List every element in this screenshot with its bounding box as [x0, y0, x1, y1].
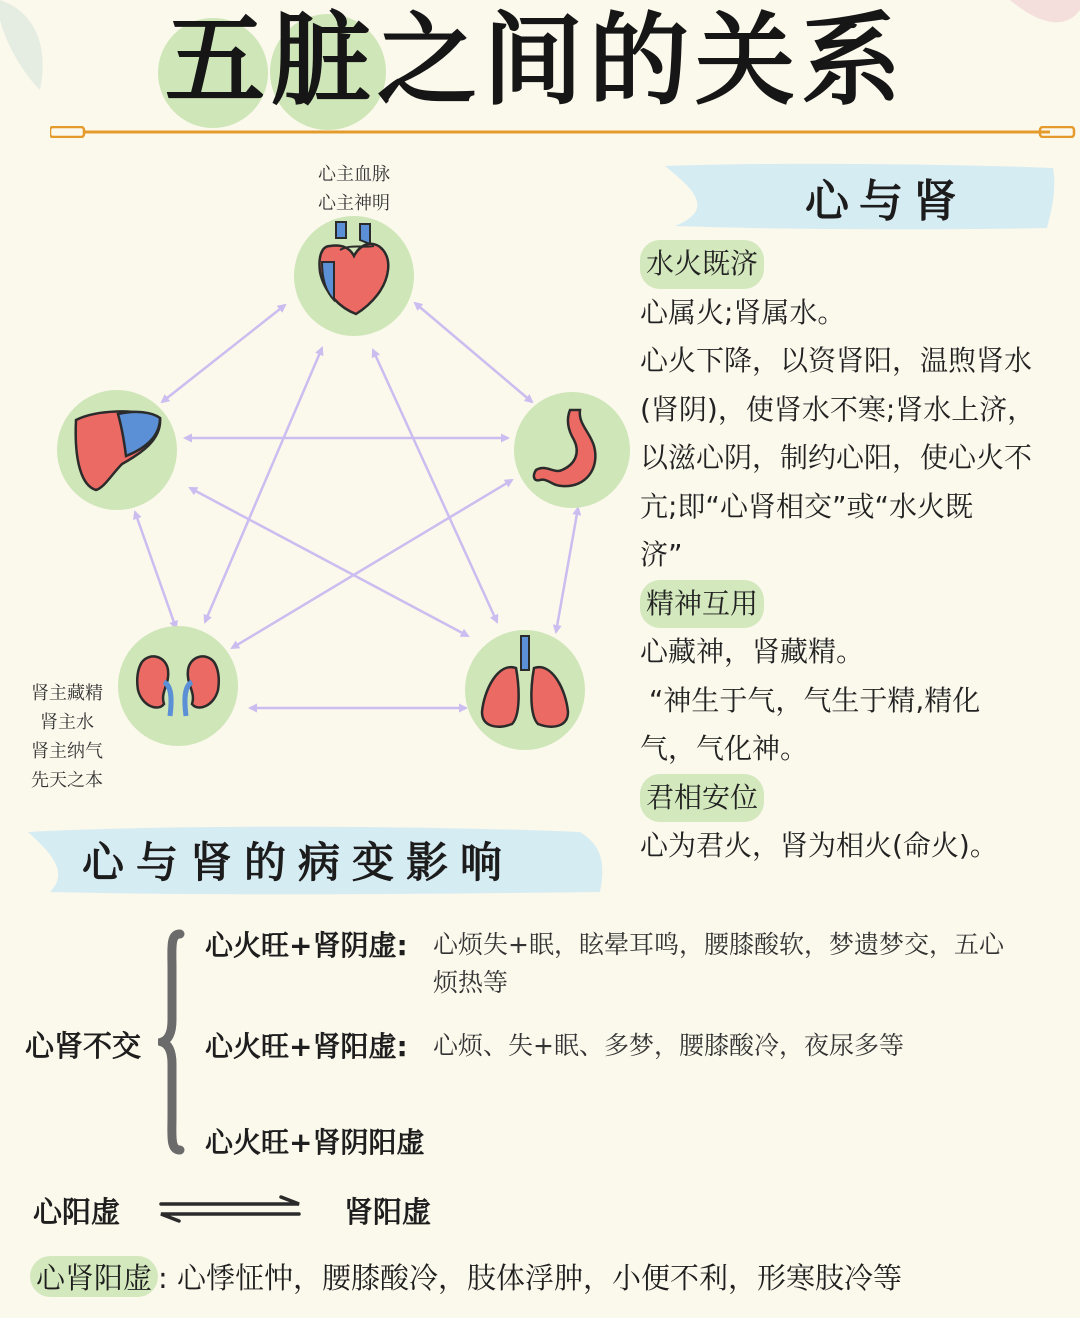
lung-node: [465, 630, 585, 750]
kidney-node: [118, 626, 238, 746]
subheading-spirit-essence: 精神互用: [640, 580, 764, 629]
arrow-heart-spleen: [415, 303, 532, 402]
curly-brace: [158, 928, 188, 1156]
branch-text: 心烦失+眠，眩晕耳鸣，腰膝酸软，梦遗梦交，五心: [433, 930, 1004, 959]
combo-line: [30, 1256, 902, 1297]
arrow-liver-kidney: [135, 512, 176, 628]
body-line: “神生于气，气生于精,精化: [640, 683, 981, 717]
section-title-heart-kidney: 心与肾: [805, 176, 967, 227]
kidney-note-line: 先天之本: [31, 770, 103, 791]
arrow-heart-lung: [373, 350, 497, 622]
branch-label: 心火旺+肾阴阳虚: [205, 1126, 425, 1159]
body-line: (肾阴)，使肾水不寒;肾水上济，: [640, 392, 1036, 426]
branch-text: 烦热等: [433, 968, 509, 997]
title-divider: [50, 126, 1080, 138]
subheading-water-fire: 水火既济: [640, 240, 764, 289]
body-line: 以滋心阴，制约心阳，使心火不: [640, 441, 1033, 474]
kidney-note: [12, 679, 122, 795]
spleen-node: [514, 392, 630, 508]
arrow-heart-kidney: [205, 348, 322, 622]
combo-text: : 心悸怔忡，腰膝酸冷，肢体浮肿，小便不利，形寒肢冷等: [158, 1261, 903, 1295]
body-line: 气，气化神。: [640, 732, 809, 765]
body-line: 心藏神，肾藏精。: [640, 635, 865, 668]
heart-note: [298, 160, 410, 218]
body-line: 济”: [640, 538, 683, 571]
body-line: 亢;即“心肾相交”或“水火既: [640, 489, 973, 523]
root-label: 心肾不交: [25, 1029, 142, 1063]
body-line: 心为君火，肾为相火(命火)。: [640, 829, 998, 862]
kidney-yang-deficiency: 肾阳虚: [344, 1195, 432, 1229]
arrow-heart-liver: [162, 305, 285, 402]
kidney-note-line: 肾主水: [40, 712, 94, 733]
liver-node: [57, 390, 177, 510]
heart-yang-deficiency: 心阳虚: [33, 1195, 121, 1229]
heart-note-line: 心主神明: [318, 193, 390, 214]
body-line: 心属火;肾属水。: [640, 295, 846, 329]
branch-text: 心烦、失+眠、多梦，腰膝酸冷，夜尿多等: [433, 1031, 904, 1060]
kidney-note-line: 肾主藏精: [31, 683, 103, 704]
reversible-arrow-icon: [155, 1195, 305, 1223]
branch-label: 心火旺+肾阴虚:: [205, 929, 408, 962]
arrow-spleen-lung: [556, 508, 578, 632]
title-banner: [0, 0, 1080, 125]
subheading-monarch-minister: 君相安位: [640, 774, 764, 823]
heart-note-line: 心主血脉: [318, 164, 390, 185]
page-title: 五脏之间的关系: [165, 2, 907, 119]
branch-label: 心火旺+肾阳虚:: [205, 1030, 408, 1063]
section1-body: [640, 240, 1080, 871]
combo-label: 心肾阳虚: [30, 1256, 158, 1297]
section-title-pathology: 心与肾的病变影响: [82, 838, 515, 887]
body-line: 心火下降，以资肾阳，温煦肾水: [640, 344, 1033, 377]
kidney-note-line: 肾主纳气: [31, 741, 103, 762]
heart-node: [294, 216, 414, 336]
